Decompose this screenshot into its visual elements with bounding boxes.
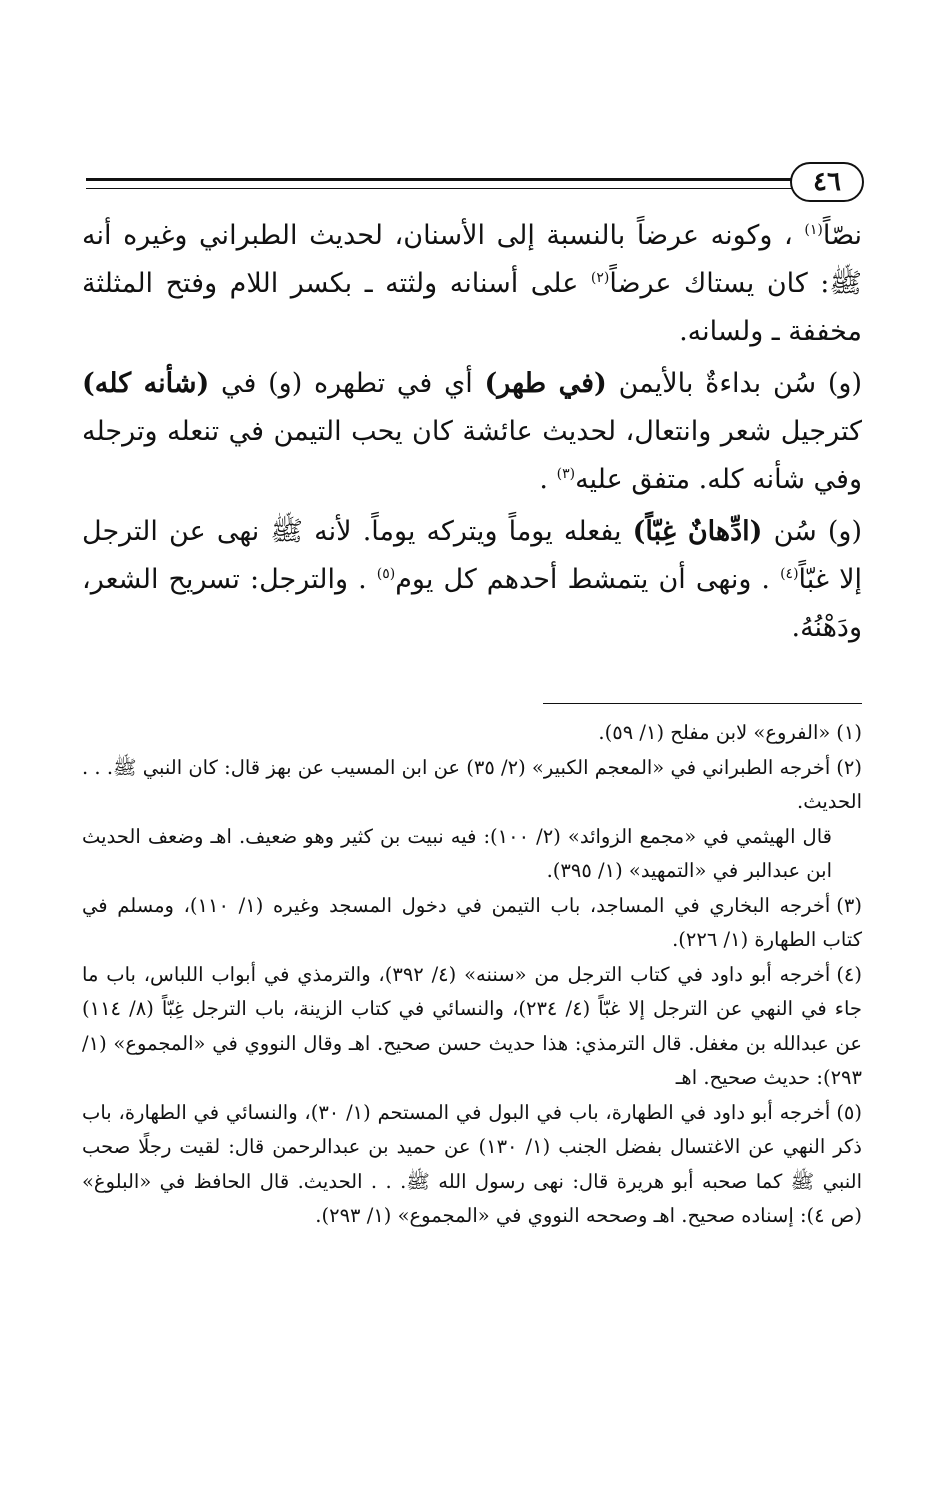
footnote	[82, 716, 862, 751]
text-segment: (و) سُن بداءةٌ بالأيمن	[606, 368, 862, 399]
text-segment: يفعله يوماً ويتركه يوماً. لأنه ﷺ نهى عن الترجل إلا غبّاً	[82, 516, 862, 595]
footnote-text: «الفروع» لابن مفلح (١/ ٥٩).	[598, 721, 831, 744]
footnote-ref: (١)	[804, 222, 823, 238]
text-segment: كترجيل شعر وانتعال، لحديث عائشة كان يحب التيمن في تنعله وترجله وفي شأنه كله. متفق عليه	[82, 416, 862, 495]
body-paragraph	[82, 508, 862, 652]
footnote-mark: (٣)	[836, 893, 862, 917]
page-number: ٤٦	[790, 162, 864, 202]
footnote	[82, 958, 862, 1096]
footnote-text: قال الهيثمي في «مجمع الزوائد» (٢/ ١٠٠): فيه نبيت بن كثير وهو ضعيف. اهـ وضعف الحديث ابن عبدالبر في «التمهيد» (١/ ٣٩٥).	[82, 824, 832, 882]
header-rule	[86, 178, 800, 189]
footnote-mark: (١)	[836, 721, 862, 744]
text-segment: (في طهر)	[484, 368, 607, 399]
body-paragraph	[82, 212, 862, 356]
text-segment: (و) سُن	[762, 516, 862, 547]
footnote-ref: (٣)	[556, 466, 576, 482]
footnote	[82, 889, 862, 958]
footnote-text: أخرجه أبو داود في كتاب الترجل من «سننه» (٤/ ٣٩٢)، والترمذي في أبواب اللباس، باب ما جاء في النهي عن الترجل إلا غبّاً (٤/ ٢٣٤)، والنسائي في كتاب الزينة، باب الترجل غِبّاً (٨/ ١١٤) عن عبدالله بن مغفل. قال الترمذي: هذا حديث حسن صحيح. اهـ وقال النووي في «المجموع» (١/ ٢٩٣): حديث صحيح. اهـ	[82, 962, 862, 1089]
footnote-divider	[543, 703, 862, 704]
text-segment: ، وكونه عرضاً بالنسبة إلى الأسنان، لحديث الطبراني وغيره أنه ﷺ: كان يستاك عرضاً	[82, 220, 862, 299]
footnote-text: أخرجه الطبراني في «المعجم الكبير» (٢/ ٣٥) عن ابن المسيب عن بهز قال: كان النبي ﷺ. . . الحديث.	[82, 755, 862, 813]
footnote-text: أخرجه البخاري في المساجد، باب التيمن في دخول المسجد وغيره (١/ ١١٠)، ومسلم في كتاب الطهارة (١/ ٢٢٦).	[82, 893, 862, 951]
page-header	[86, 160, 864, 206]
text-segment: . والترجل: تسريح الشعر، ودَهْنُهُ.	[82, 564, 862, 643]
body-paragraph	[82, 360, 862, 504]
footnote-text: أخرجه أبو داود في الطهارة، باب في البول في المستحم (١/ ٣٠)، والنسائي في الطهارة، باب ذكر النهي عن الاغتسال بفضل الجنب (١/ ١٣٠) عن حميد بن عبدالرحمن قال: لقيت رجلًا صحب النبي ﷺ كما صحبه أبو هريرة قال: نهى رسول الله ﷺ. . . الحديث. قال الحافظ في «البلوغ» (ص ٤): إسناده صحيح. اهـ وصححه النووي في «المجموع» (١/ ٢٩٣).	[82, 1100, 862, 1227]
text-segment: (ادِّهانٌ غِبّاً)	[632, 516, 763, 547]
footnotes	[82, 716, 862, 1234]
footnote-mark: (٥)	[836, 1100, 863, 1124]
footnote-ref: (٥)	[376, 566, 396, 582]
footnote	[82, 1096, 862, 1234]
footnote-mark: (٤)	[836, 962, 863, 986]
text-segment: نصّاً	[822, 220, 862, 251]
footnote-mark: (٢)	[836, 755, 862, 779]
text-segment: .	[539, 464, 557, 495]
text-segment: على أسنانه ولثته ـ بكسر اللام وفتح المثلثة مخففة ـ ولسانه.	[82, 268, 862, 347]
footnote-ref: (٤)	[780, 566, 799, 582]
footnote-ref: (٢)	[590, 270, 610, 286]
main-text	[82, 212, 862, 656]
footnote	[82, 751, 862, 820]
footnote	[82, 820, 862, 889]
text-segment: . ونهى أن يتمشط أحدهم كل يوم	[395, 564, 781, 595]
text-segment: أي في تطهره (و) في	[209, 368, 485, 399]
text-segment: (شأنه كله)	[82, 368, 210, 399]
